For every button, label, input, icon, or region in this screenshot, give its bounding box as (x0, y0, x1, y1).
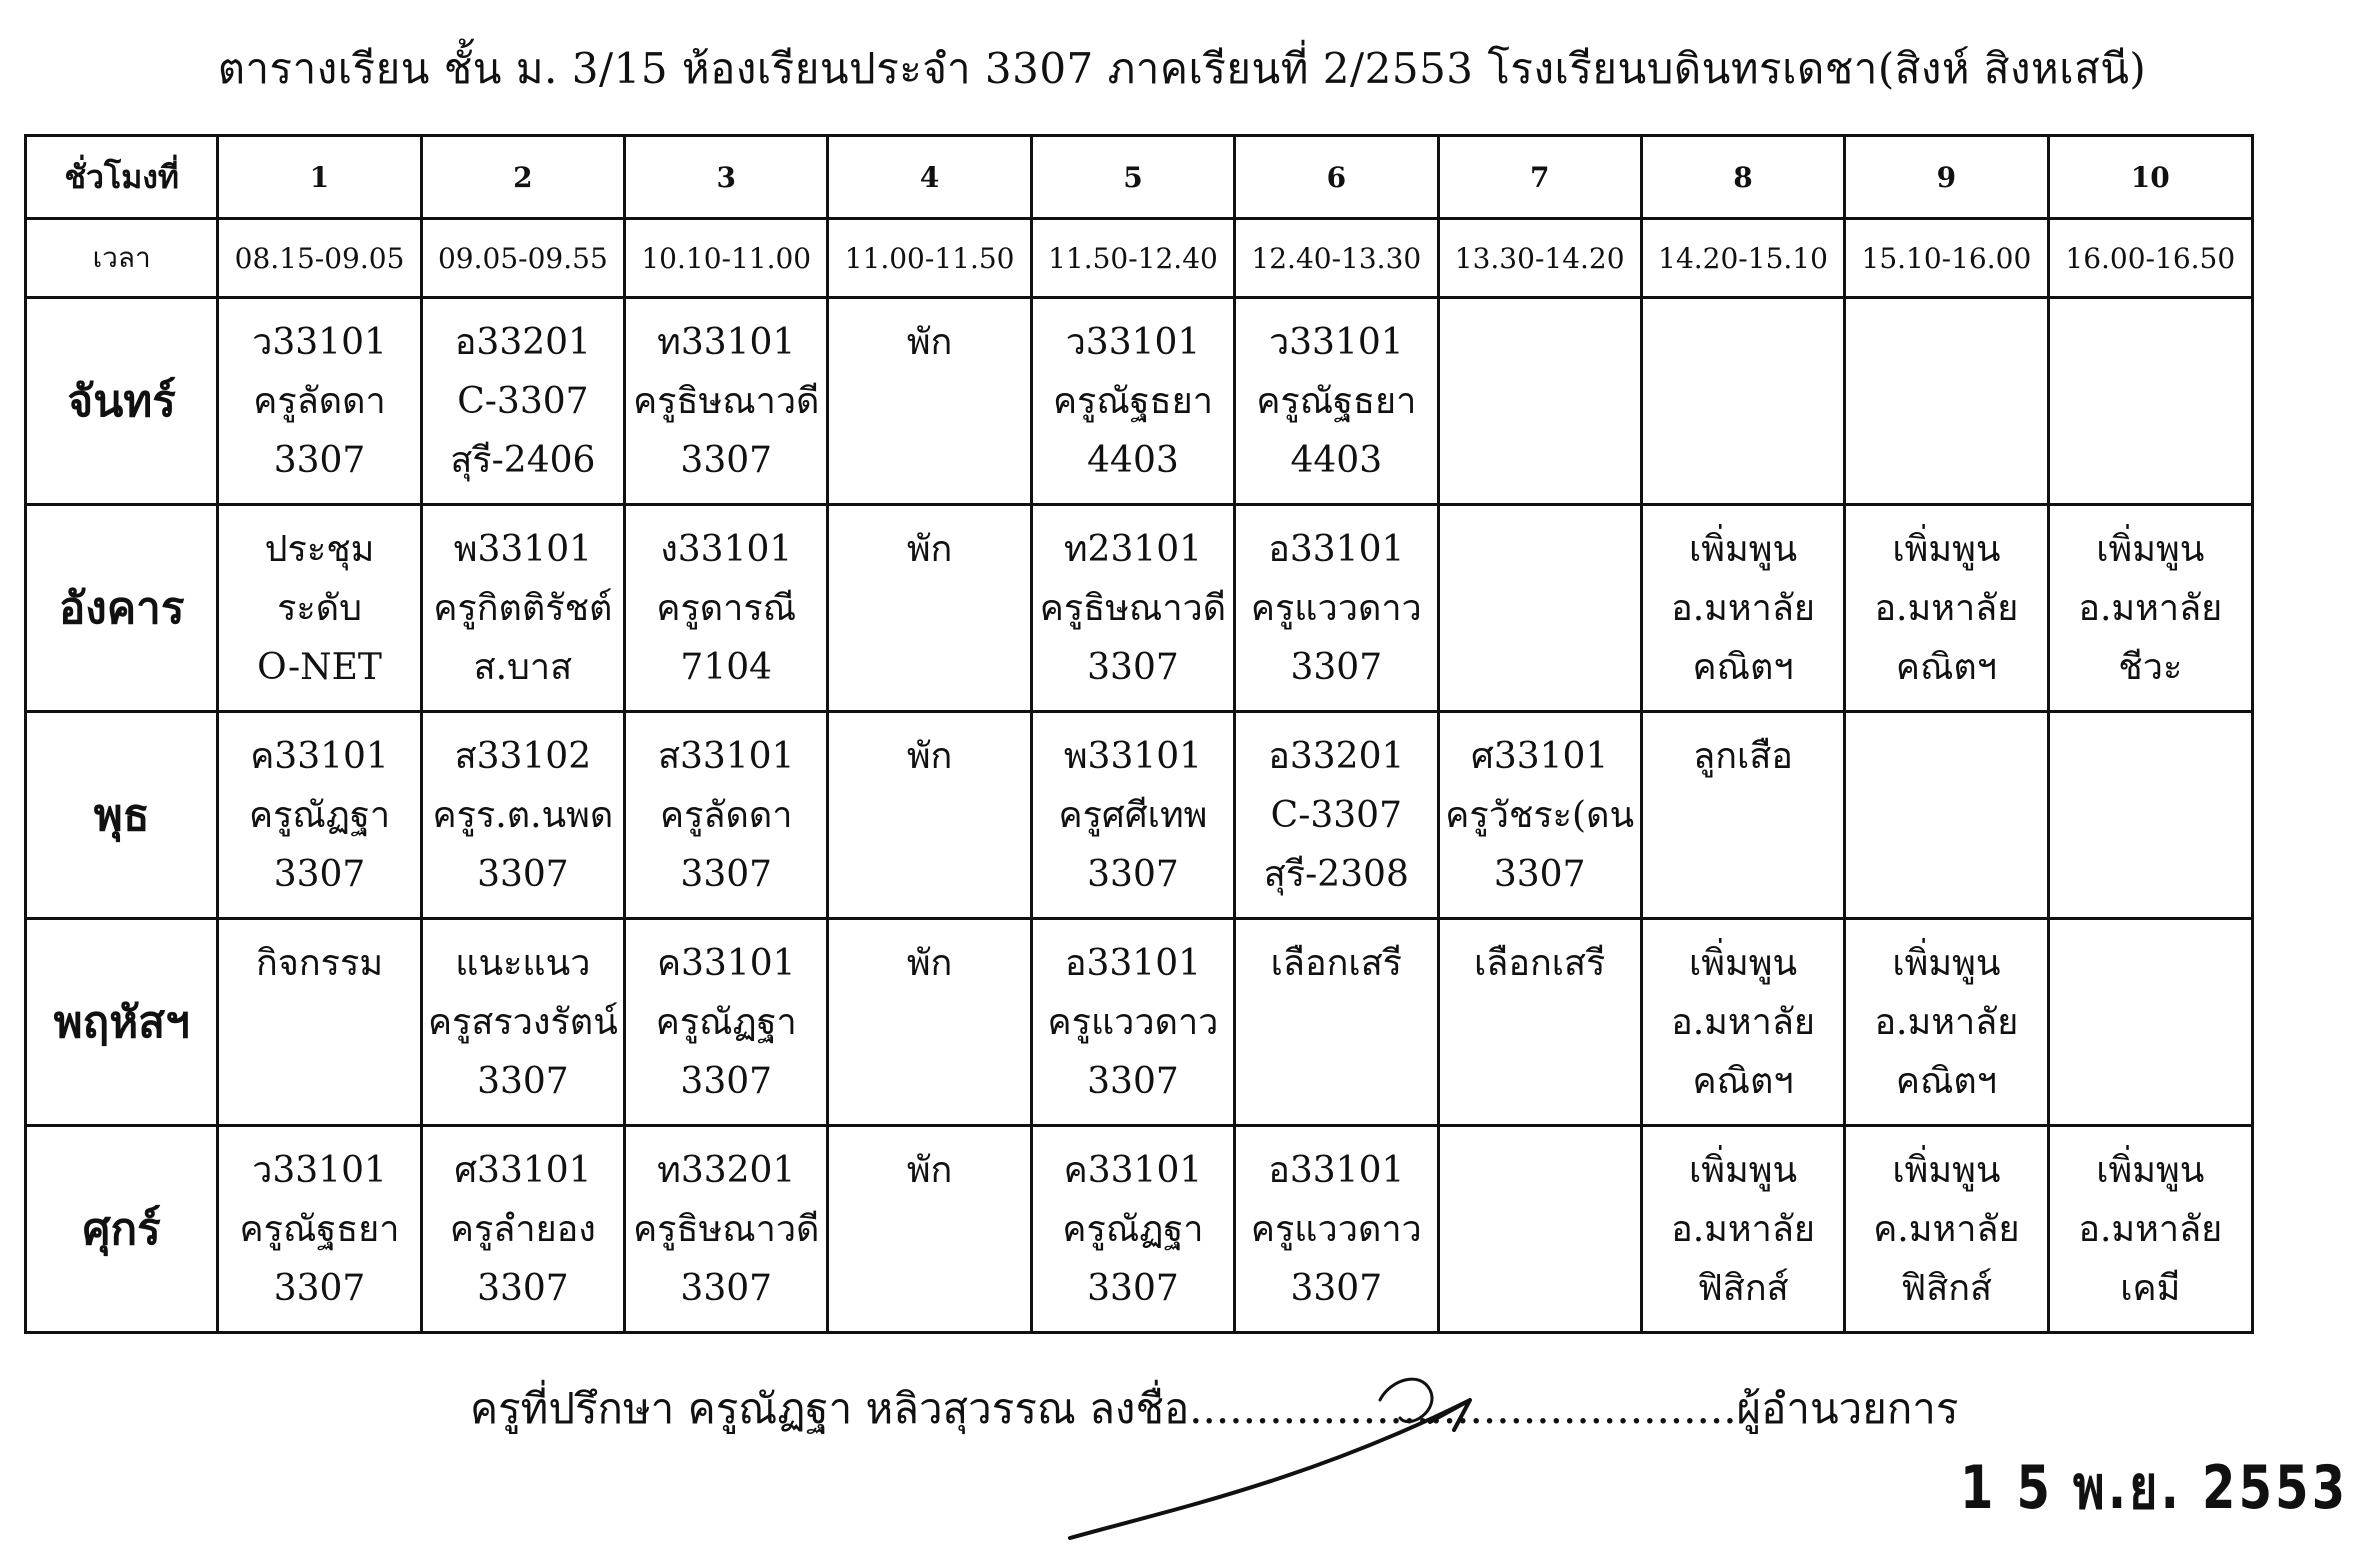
cell-line: 3307 (680, 440, 773, 481)
timetable-cell (2048, 712, 2252, 919)
timetable-cell (1845, 1126, 2048, 1333)
cell-line: 3307 (1290, 1268, 1383, 1309)
period-time: 14.20-15.10 (1641, 219, 1844, 298)
cell-line: พัก (906, 322, 953, 363)
cell-line: เคมี (2120, 1268, 2181, 1309)
period-number: 8 (1641, 136, 1844, 219)
cell-line: 3307 (680, 1268, 773, 1309)
timetable-cell (828, 298, 1031, 505)
cell-line: 4403 (1087, 440, 1179, 481)
cell-line: พ33101 (1063, 736, 1203, 777)
cell-line: เพิ่มพูน (1892, 1150, 2001, 1191)
period-time: 13.30-14.20 (1438, 219, 1641, 298)
cell-line: ครูณัฐธยา (239, 1209, 400, 1250)
day-row (26, 919, 2253, 1126)
timetable (24, 134, 2254, 1334)
cell-line: 3307 (273, 440, 366, 481)
cell-line: ฟิสิกส์ (1900, 1268, 1993, 1309)
day-row (26, 298, 2253, 505)
period-time: 08.15-09.05 (218, 219, 421, 298)
timetable-cell (1438, 505, 1641, 712)
cell-line: ลูกเสือ (1693, 736, 1793, 777)
timetable-cell (2048, 505, 2252, 712)
timetable-cell (1845, 712, 2048, 919)
cell-line: ว33101 (1065, 322, 1201, 363)
cell-line: อ.มหาลัย (1671, 588, 1815, 629)
cell-line: ศ33101 (1470, 736, 1609, 777)
timetable-cell (1031, 1126, 1234, 1333)
timetable-cell (1031, 298, 1234, 505)
cell-line: คณิตฯ (1895, 647, 1997, 688)
cell-line: ครูณัฏฐา (248, 795, 391, 836)
cell-line: 3307 (680, 1061, 773, 1102)
timetable-cell (1641, 298, 1844, 505)
cell-line: ค.มหาลัย (1873, 1209, 2020, 1250)
timetable-cell (1235, 505, 1438, 712)
day-name: พฤหัสฯ (26, 919, 218, 1126)
day-row (26, 1126, 2253, 1333)
cell-line: เพิ่มพูน (1688, 943, 1798, 984)
cell-line: ส33102 (454, 736, 592, 777)
timetable-cell (218, 298, 421, 505)
timetable-cell (1235, 1126, 1438, 1333)
cell-line: พ33101 (453, 529, 593, 570)
cell-line: ชีวะ (2118, 647, 2183, 688)
cell-line: ศ33101 (454, 1150, 592, 1191)
timetable-cell (1235, 298, 1438, 505)
cell-line: ครูธิษณาวดี (1039, 588, 1227, 629)
cell-line: เพิ่มพูน (1892, 529, 2001, 570)
timetable-cell (218, 1126, 421, 1333)
timetable-cell (421, 919, 624, 1126)
cell-line: 3307 (1087, 647, 1179, 688)
cell-line: 3307 (1087, 854, 1179, 895)
timetable-body (26, 136, 2253, 1333)
cell-line: พัก (906, 1150, 953, 1191)
cell-line: ฟิสิกส์ (1697, 1268, 1789, 1309)
cell-line: อ.มหาลัย (1874, 588, 2019, 629)
cell-line: ครูสรวงรัตน์ (427, 1002, 618, 1043)
day-row (26, 505, 2253, 712)
timetable-cell (1641, 919, 1844, 1126)
cell-line: 3307 (273, 854, 366, 895)
cell-line: พัก (906, 943, 953, 984)
day-name: พุธ (26, 712, 218, 919)
cell-line: 3307 (1087, 1268, 1179, 1309)
timetable-cell (1031, 919, 1234, 1126)
timetable-cell (421, 712, 624, 919)
timetable-cell (1845, 505, 2048, 712)
cell-line: ครูวัชระ(ดน (1445, 795, 1635, 836)
cell-line: ครูลัดดา (253, 381, 386, 422)
timetable-cell (1641, 1126, 1844, 1333)
cell-line: ค33101 (1063, 1150, 1203, 1191)
cell-line: ครูดารณี (656, 588, 797, 629)
cell-line: 3307 (477, 854, 569, 895)
timetable-cell (625, 712, 828, 919)
timetable-cell (1845, 298, 2048, 505)
timetable-cell (1235, 712, 1438, 919)
period-time: 11.50-12.40 (1031, 219, 1234, 298)
cell-line: อ.มหาลัย (2078, 588, 2223, 629)
timetable-cell (1438, 1126, 1641, 1333)
cell-line: 3307 (477, 1268, 569, 1309)
cell-line: ส.บาส (473, 647, 573, 688)
cell-line: ครูณัฐธยา (1052, 381, 1213, 422)
timetable-cell (1031, 712, 1234, 919)
cell-line: ครูณัฏฐา (655, 1002, 797, 1043)
cell-line: ว33101 (252, 1150, 387, 1191)
period-number: 4 (828, 136, 1031, 219)
advisor-signature-line: ครูที่ปรึกษา ครูณัฏฐา หลิวสุวรรณ ลงชื่อ.........................................ผู้อำนวยการ (470, 1384, 1959, 1433)
cell-line: เพิ่มพูน (1688, 1150, 1798, 1191)
day-name: ศุกร์ (26, 1126, 218, 1333)
cell-line: คณิตฯ (1692, 1061, 1794, 1102)
timetable-cell (421, 505, 624, 712)
timetable-cell (2048, 919, 2252, 1126)
timetable-cell (218, 505, 421, 712)
timetable-cell (421, 1126, 624, 1333)
cell-line: อ33101 (1268, 529, 1405, 570)
period-time: 12.40-13.30 (1235, 219, 1438, 298)
cell-line: 3307 (1493, 854, 1586, 895)
cell-line: 3307 (273, 1268, 366, 1309)
timetable-cell (625, 298, 828, 505)
day-name: อังคาร (26, 505, 218, 712)
period-time: 11.00-11.50 (828, 219, 1031, 298)
cell-line: ครูแววดาว (1047, 1002, 1219, 1043)
cell-line: ท33101 (657, 322, 796, 363)
timetable-cell (218, 712, 421, 919)
cell-line: อ.มหาลัย (2078, 1209, 2223, 1250)
cell-line: เลือกเสรี (1473, 943, 1606, 984)
cell-line: ประชุม (264, 529, 375, 570)
timetable-cell (421, 298, 624, 505)
period-label: ชั่วโมงที่ (26, 136, 218, 219)
day-name: จันทร์ (26, 298, 218, 505)
timetable-cell (1031, 505, 1234, 712)
cell-line: เพิ่มพูน (2096, 529, 2205, 570)
period-number: 5 (1031, 136, 1234, 219)
cell-line: เพิ่มพูน (2096, 1150, 2205, 1191)
timetable-cell (625, 505, 828, 712)
cell-line: คณิตฯ (1692, 647, 1794, 688)
cell-line: ครูแววดาว (1250, 1209, 1422, 1250)
timetable-cell (2048, 298, 2252, 505)
cell-line: ครูร.ต.นพด (432, 795, 614, 836)
cell-line: 3307 (1290, 647, 1383, 688)
timetable-cell (2048, 1126, 2252, 1333)
period-time: 10.10-11.00 (625, 219, 828, 298)
period-number: 10 (2048, 136, 2252, 219)
period-number: 7 (1438, 136, 1641, 219)
period-time: 16.00-16.50 (2048, 219, 2252, 298)
cell-line: ว33101 (252, 322, 387, 363)
period-time: 15.10-16.00 (1845, 219, 2048, 298)
cell-line: เพิ่มพูน (1892, 943, 2001, 984)
cell-line: อ33101 (1064, 943, 1202, 984)
timetable-cell (625, 919, 828, 1126)
cell-line: O-NET (257, 647, 382, 688)
cell-line: สุรี-2308 (1263, 854, 1409, 895)
timetable-cell (828, 919, 1031, 1126)
cell-line: ครูธิษณาวดี (633, 1209, 820, 1250)
period-number: 1 (218, 136, 421, 219)
cell-line: ส33101 (657, 736, 795, 777)
time-label: เวลา (26, 219, 218, 298)
cell-line: ครูศศีเทพ (1058, 795, 1208, 836)
cell-line: ครูกิตติรัชต์ (433, 588, 613, 629)
cell-line: พัก (906, 529, 953, 570)
timetable-cell (828, 505, 1031, 712)
cell-line: ค33101 (250, 736, 389, 777)
cell-line: ระดับ (277, 588, 362, 629)
handwritten-signature (1050, 1360, 1570, 1560)
cell-line: คณิตฯ (1895, 1061, 1997, 1102)
cell-line: 3307 (1087, 1061, 1179, 1102)
day-row (26, 712, 2253, 919)
cell-line: ครูลัดดา (660, 795, 793, 836)
period-number: 2 (421, 136, 624, 219)
page-title: ตารางเรียน ชั้น ม. 3/15 ห้องเรียนประจำ 3307 ภาคเรียนที่ 2/2553 โรงเรียนบดินทรเดชา(สิงห์ สิงหเสนี) (217, 44, 2147, 93)
cell-line: C-3307 (457, 381, 589, 422)
cell-line: ท23101 (1063, 529, 1203, 570)
cell-line: สุรี-2406 (450, 440, 596, 481)
cell-line: กิจกรรม (255, 943, 384, 984)
timetable-cell (828, 712, 1031, 919)
date-stamp: 1 5 พ.ย. 2553 (1960, 1453, 2349, 1523)
cell-line: อ33101 (1268, 1150, 1405, 1191)
cell-line: ง33101 (660, 529, 793, 570)
cell-line: ครูณัฏฐา (1062, 1209, 1204, 1250)
cell-line: เพิ่มพูน (1688, 529, 1798, 570)
timetable-cell (1438, 712, 1641, 919)
period-number: 6 (1235, 136, 1438, 219)
timetable-cell (828, 1126, 1031, 1333)
period-number: 9 (1845, 136, 2048, 219)
period-header-row (26, 136, 2253, 219)
cell-line: 7104 (680, 647, 773, 688)
timetable-cell (1641, 712, 1844, 919)
cell-line: แนะแนว (455, 943, 591, 984)
period-number: 3 (625, 136, 828, 219)
period-time: 09.05-09.55 (421, 219, 624, 298)
cell-line: ครูณัฐธยา (1256, 381, 1417, 422)
cell-line: อ.มหาลัย (1671, 1209, 1815, 1250)
cell-line: 3307 (680, 854, 773, 895)
cell-line: เลือกเสรี (1270, 943, 1403, 984)
cell-line: ค33101 (656, 943, 796, 984)
cell-line: ครูลำยอง (449, 1209, 596, 1250)
cell-line: 3307 (477, 1061, 569, 1102)
timetable-cell (218, 919, 421, 1126)
timetable-cell (1845, 919, 2048, 1126)
cell-line: อ.มหาลัย (1671, 1002, 1815, 1043)
cell-line: C-3307 (1270, 795, 1402, 836)
time-header-row (26, 219, 2253, 298)
cell-line: พัก (906, 736, 953, 777)
timetable-cell (1641, 505, 1844, 712)
timetable-cell (625, 1126, 828, 1333)
cell-line: 4403 (1290, 440, 1383, 481)
cell-line: ว33101 (1268, 322, 1404, 363)
timetable-cell (1235, 919, 1438, 1126)
timetable-cell (1438, 919, 1641, 1126)
cell-line: ครูธิษณาวดี (633, 381, 820, 422)
cell-line: ท33201 (657, 1150, 796, 1191)
cell-line: ครูแววดาว (1250, 588, 1422, 629)
timetable-cell (1438, 298, 1641, 505)
cell-line: อ.มหาลัย (1874, 1002, 2019, 1043)
cell-line: อ33201 (454, 322, 591, 363)
cell-line: อ33201 (1268, 736, 1405, 777)
